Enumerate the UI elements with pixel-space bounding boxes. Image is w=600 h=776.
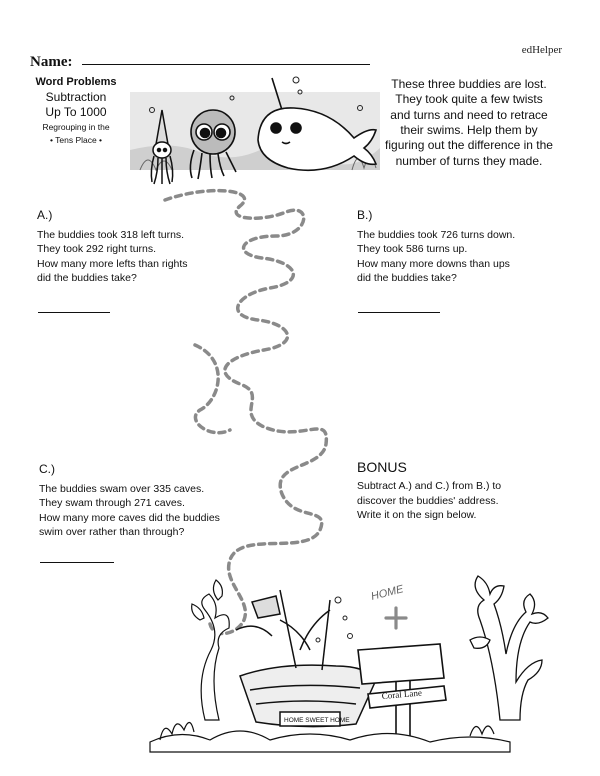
title-line-3: Regrouping in the xyxy=(42,121,110,132)
intro-text: These three buddies are lost. They took quite a few twists and turns and need to retrace their swims. Help them by figuring out the difference in the number of turns they made. xyxy=(385,77,553,168)
brand-label: edHelper xyxy=(521,44,562,56)
problem-a-line-2: They took 292 right turns. xyxy=(37,243,157,256)
problem-c-line-3: How many more caves did the buddies xyxy=(39,511,220,524)
problem-b-line-3: How many more downs than ups xyxy=(357,257,510,270)
seaweed-icon xyxy=(192,580,230,720)
problem-b-line-2: They took 586 turns up. xyxy=(357,243,468,256)
answer-line-a[interactable] xyxy=(38,312,110,313)
problem-b-line-4: did the buddies take? xyxy=(357,272,457,284)
title-heading: Word Problems xyxy=(35,76,117,88)
title-line-2: Up To 1000 xyxy=(45,104,107,119)
answer-line-c[interactable] xyxy=(40,562,114,563)
problem-a-line-4: did the buddies take? xyxy=(37,272,137,284)
ship-plaque-text: HOME SWEET HOME xyxy=(284,717,350,724)
problem-a-line-1: The buddies took 318 left turns. xyxy=(37,228,185,241)
plus-marker-icon xyxy=(386,608,406,628)
bonus-line-1: Subtract A.) and C.) from B.) to xyxy=(357,480,502,493)
bonus-label: BONUS xyxy=(357,459,407,475)
bonus-problem xyxy=(357,458,577,523)
problem-b xyxy=(357,207,577,285)
problem-a-label: A.) xyxy=(37,208,53,222)
swim-path-branch xyxy=(195,345,230,433)
title-line-1: Subtraction xyxy=(45,89,107,104)
title-line-4: • Tens Place • xyxy=(49,134,103,145)
street-sign-text: Coral Lane xyxy=(381,687,423,701)
problem-b-line-1: The buddies took 726 turns down. xyxy=(357,228,516,241)
problem-a-line-3: How many more lefts than rights xyxy=(37,257,188,270)
coral-icon xyxy=(470,576,548,720)
shipwreck-icon xyxy=(236,590,376,727)
problem-c-label: C.) xyxy=(39,462,55,476)
problem-b-label: B.) xyxy=(357,208,373,222)
problem-c-line-2: They swam through 271 caves. xyxy=(39,497,185,510)
problem-c-line-4: swim over rather than through? xyxy=(39,526,185,538)
bonus-line-3: Write it on the sign below. xyxy=(357,509,477,522)
problem-c-line-1: The buddies swam over 335 caves. xyxy=(39,482,205,495)
name-label: Name: xyxy=(30,54,73,70)
problem-c xyxy=(39,461,269,539)
bonus-line-2: discover the buddies' address. xyxy=(357,494,499,507)
home-label: HOME xyxy=(369,583,405,603)
problem-a xyxy=(37,207,257,285)
answer-line-b[interactable] xyxy=(358,312,440,313)
